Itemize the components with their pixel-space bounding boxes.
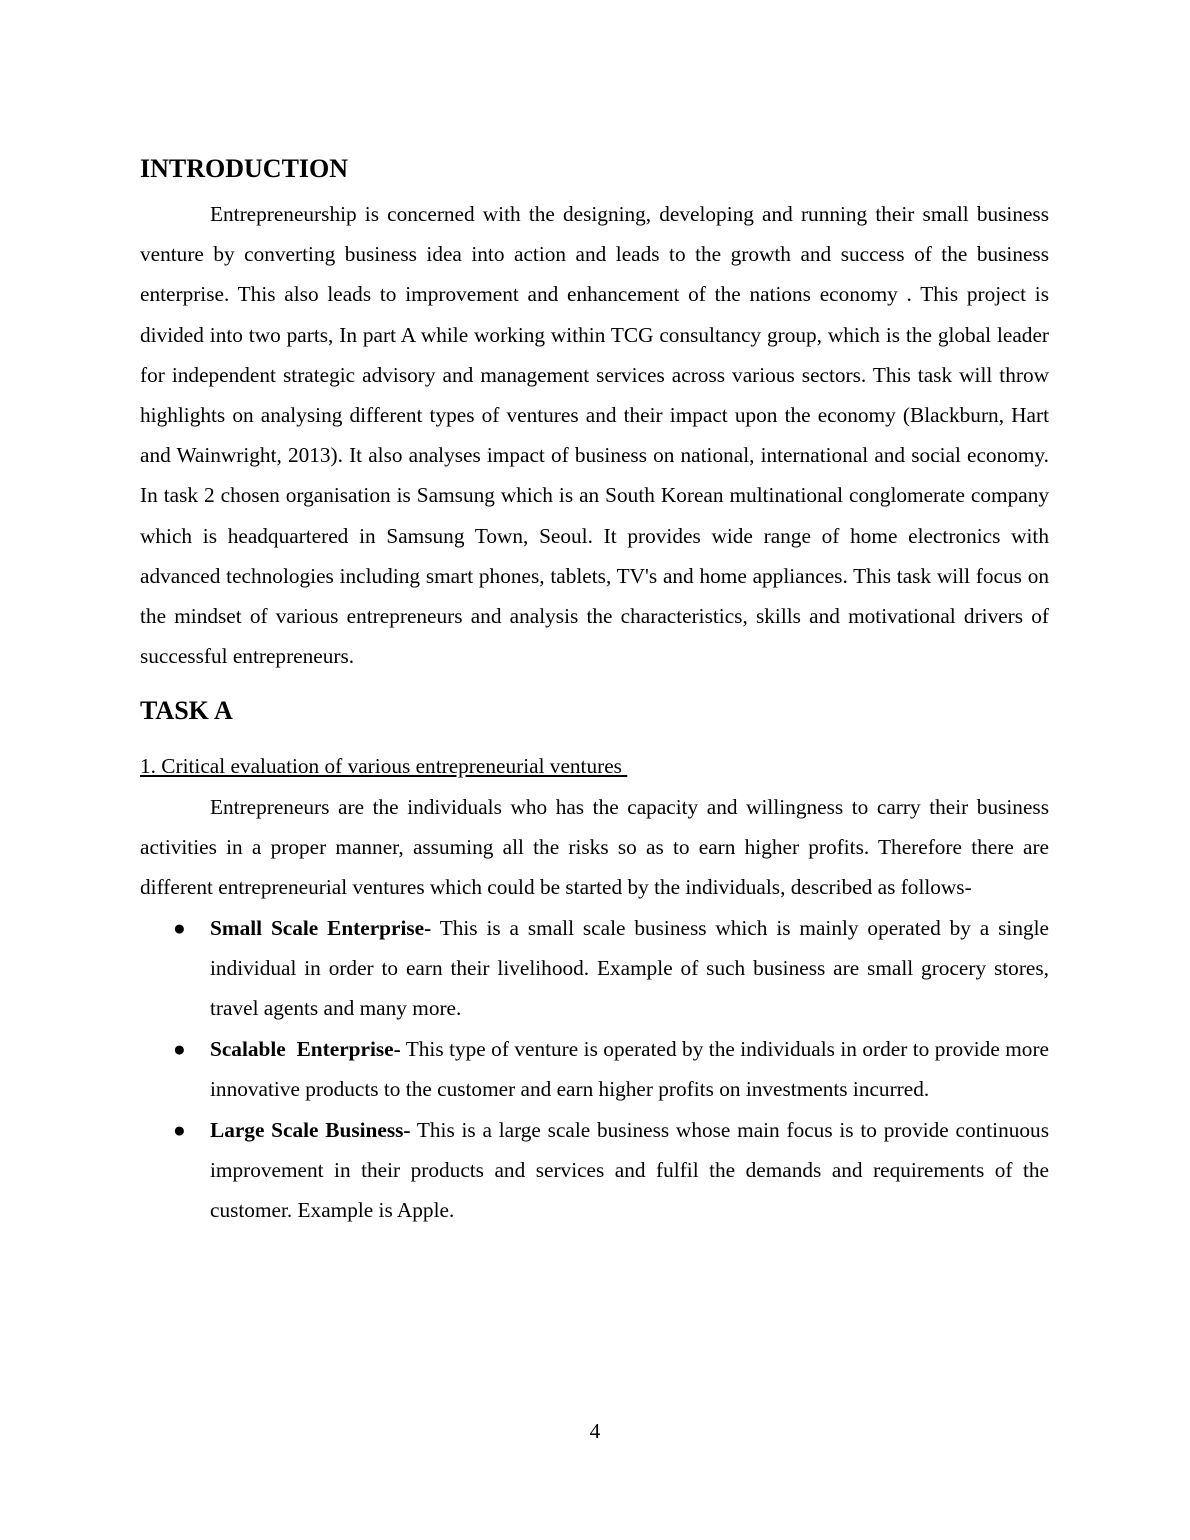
- task-a-subheading: 1. Critical evaluation of various entrepreneurial ventures: [140, 754, 628, 779]
- introduction-paragraph: Entrepreneurship is concerned with the designing, developing and running their small business venture by converting business idea into action and leads to the growth and success of the business enterprise. This also leads to improvement and enhancement of the nations economy . This project is divided into two parts, In part A while working within TCG consultancy group, which is the global leader for independent strategic advisory and management services across various sectors. This task will throw highlights on analysing different types of ventures and their impact upon the economy (Blackburn, Hart and Wainwright, 2013). It also analyses impact of business on national, international and social economy. In task 2 chosen organisation is Samsung which is an South Korean multinational conglomerate company which is headquartered in Samsung Town, Seoul. It provides wide range of home electronics with advanced technologies including smart phones, tablets, TV's and home appliances. This task will focus on the mindset of various entrepreneurs and analysis the characteristics, skills and motivational drivers of successful entrepreneurs.: [140, 202, 1049, 669]
- ventures-list: [140, 908, 1049, 1231]
- task-a-heading: TASK A: [140, 696, 233, 726]
- page-number: 4: [589, 1419, 601, 1443]
- list-item: [140, 908, 1049, 1029]
- document-page: [140, 150, 1049, 1230]
- list-item-text: This type of venture is operated by the individuals in order to provide more innovative products to the customer and earn higher profits on investments incurred.: [210, 1036, 1049, 1102]
- list-item: [140, 1110, 1049, 1231]
- bullet-icon: ●: [173, 1117, 186, 1142]
- list-item: [140, 1029, 1049, 1109]
- bullet-icon: ●: [173, 1036, 186, 1061]
- task-a-paragraph: Entrepreneurs are the individuals who has the capacity and willingness to carry their business activities in a proper manner, assuming all the risks so as to earn higher profits. Therefore there are different entrepreneurial ventures which could be started by the individuals, described as follows-: [140, 794, 1049, 900]
- bullet-icon: ●: [173, 915, 186, 940]
- list-item-text: This is a small scale business which is mainly operated by a single individual in order to earn their livelihood. Example of such business are small grocery stores, travel agents and many more.: [210, 915, 1049, 1021]
- list-item-term: Large Scale Business-: [210, 1117, 411, 1142]
- introduction-heading: INTRODUCTION: [140, 154, 349, 183]
- list-item-text: This is a large scale business whose main focus is to provide continuous improvement in their products and services and fulfil the demands and requirements of the customer. Example is Apple.: [210, 1117, 1049, 1223]
- list-item-term: Scalable Enterprise-: [210, 1036, 401, 1061]
- list-item-term: Small Scale Enterprise-: [210, 915, 432, 940]
